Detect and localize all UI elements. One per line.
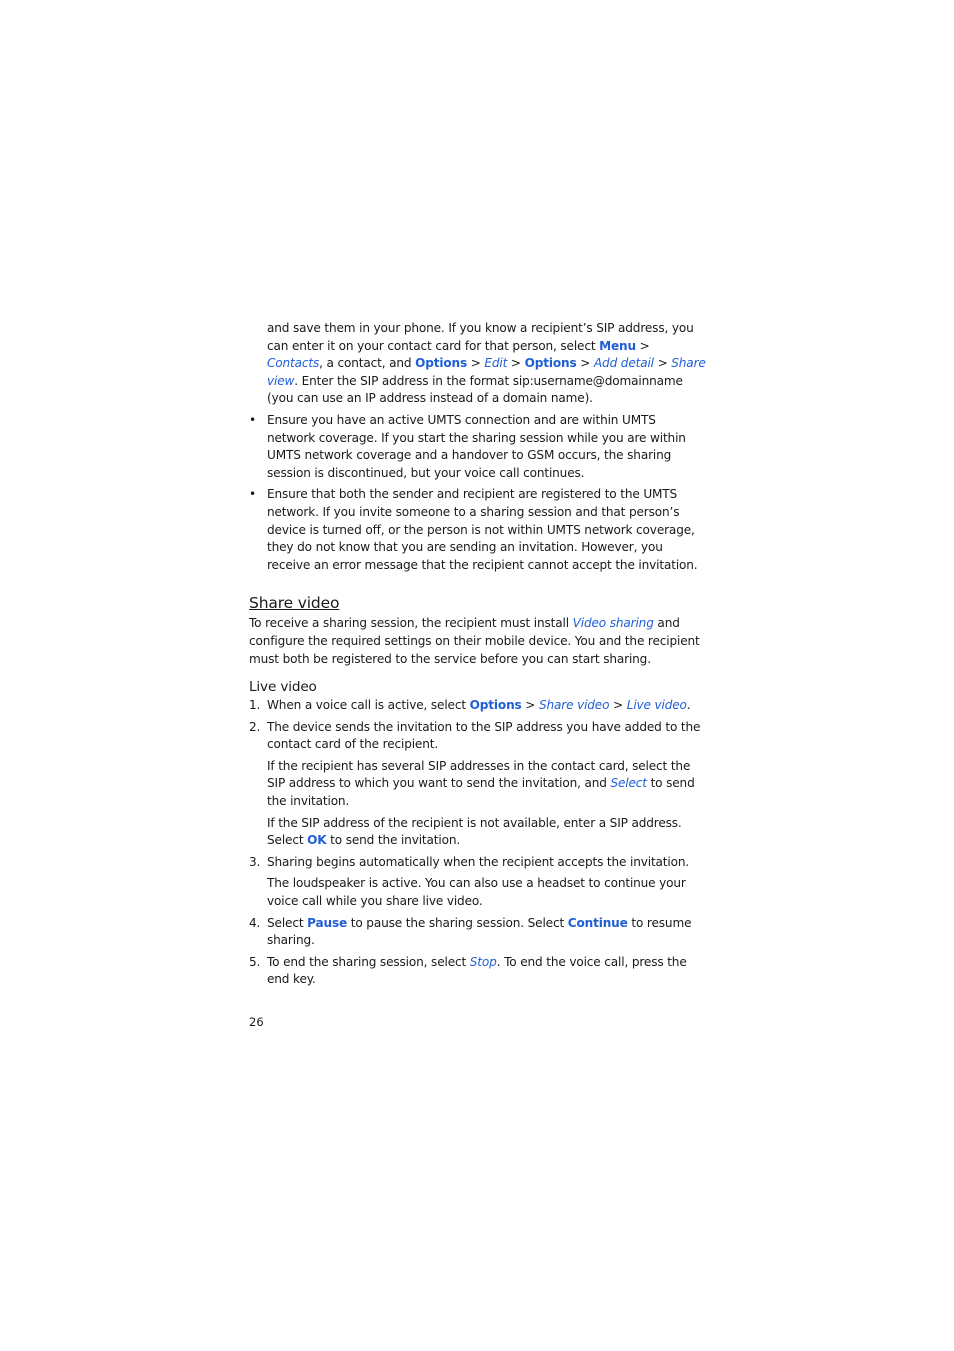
step-text [267,758,707,811]
text: When a voice call is active, select [267,698,470,713]
step-number: 3. [249,854,261,869]
paragraph-text: and configure the required settings on their mobile device. You and the recipient must both be registered to the service before you can start sharing. [249,616,700,666]
live-video-steps [249,697,707,989]
edit-keyword: Edit [484,356,508,371]
live-video-keyword: Live video [626,698,687,713]
bullet-item [249,486,707,574]
path-separator: > [635,338,650,353]
text: . To end the voice call, press the end key. [267,954,687,987]
step-text [267,915,707,950]
text: to send the invitation. [267,776,695,809]
text: If the recipient has several SIP addresses in the contact card, select the SIP address to which you want to send the invitation, and [267,758,691,791]
add-detail-keyword: Add detail [593,356,654,371]
text: to resume sharing. [267,915,692,948]
continue-keyword: Continue [567,915,628,930]
page-number: 26 [249,1015,264,1029]
bullet-icon: • [249,487,256,502]
step-number: 5. [249,954,261,969]
step-text: The loudspeaker is active. You can also use a headset to continue your voice call while you share live video. [267,876,686,909]
text: Select [267,915,308,930]
video-sharing-keyword: Video sharing [572,616,654,631]
path-separator: > [507,356,525,371]
bullet-item [249,412,707,482]
step-number: 2. [249,719,261,734]
page-content [249,320,707,993]
bullet-icon: • [249,412,256,427]
intro-text: . Enter the SIP address in the format sip:username@domainname (you can use an IP address instead of a domain name). [267,373,683,406]
step-3 [249,854,707,911]
options-keyword: Options [415,356,468,371]
step-1 [249,697,707,715]
ok-keyword: OK [307,833,327,848]
live-video-heading: Live video [249,679,317,696]
menu-keyword: Menu [599,338,636,353]
contacts-keyword: Contacts [267,356,320,371]
paragraph-text: To receive a sharing session, the recipient must install [249,616,573,631]
stop-keyword: Stop [469,954,497,969]
pause-keyword: Pause [307,915,348,930]
path-separator: > [653,356,672,371]
bullet-text: Ensure you have an active UMTS connection and are within UMTS network coverage. If you start the sharing session while you are within UMTS network coverage and a handover to GSM occurs, the sharing session is discontinued, but your voice call continues. [267,412,686,480]
text: to send the invitation. [326,833,461,848]
intro-text: and save them in your phone. If you know a recipient’s SIP address, you can enter it on your contact card for that person, select [267,321,694,353]
text: . [686,698,691,713]
path-separator: > [609,698,627,713]
select-keyword: Select [610,776,647,791]
step-text: Sharing begins automatically when the recipient accepts the invitation. [267,854,690,869]
share-view-keyword: Share view [267,356,706,388]
path-separator: > [467,356,485,371]
bullet-text: Ensure that both the sender and recipient are registered to the UMTS network. If you invite someone to a sharing session and that person’s device is turned off, or the person is not within UMTS network coverage, they do not know that you are sending an invitation. However, you receive an error message that the recipient cannot accept the invitation. [267,487,698,572]
path-separator: > [521,698,539,713]
text: To end the sharing session, select [267,954,470,969]
requirements-list [249,412,707,574]
step-text [267,697,707,715]
share-video-keyword: Share video [538,698,610,713]
step-number: 1. [249,698,261,713]
step-5 [249,954,707,989]
path-separator: > [576,356,594,371]
step-text: The device sends the invitation to the SIP address you have added to the contact card of the recipient. [267,719,701,752]
intro-text: , a contact, and [319,356,416,371]
step-2 [249,719,707,850]
share-video-paragraph [249,615,707,668]
intro-paragraph [249,320,707,408]
options-keyword: Options [524,356,577,371]
options-keyword: Options [469,698,522,713]
step-text [267,815,707,850]
text: If the SIP address of the recipient is not available, enter a SIP address. Select [267,815,682,848]
share-video-heading: Share video [249,594,340,613]
step-number: 4. [249,915,261,930]
step-4 [249,915,707,950]
step-text [267,954,707,989]
text: to pause the sharing session. Select [347,915,568,930]
